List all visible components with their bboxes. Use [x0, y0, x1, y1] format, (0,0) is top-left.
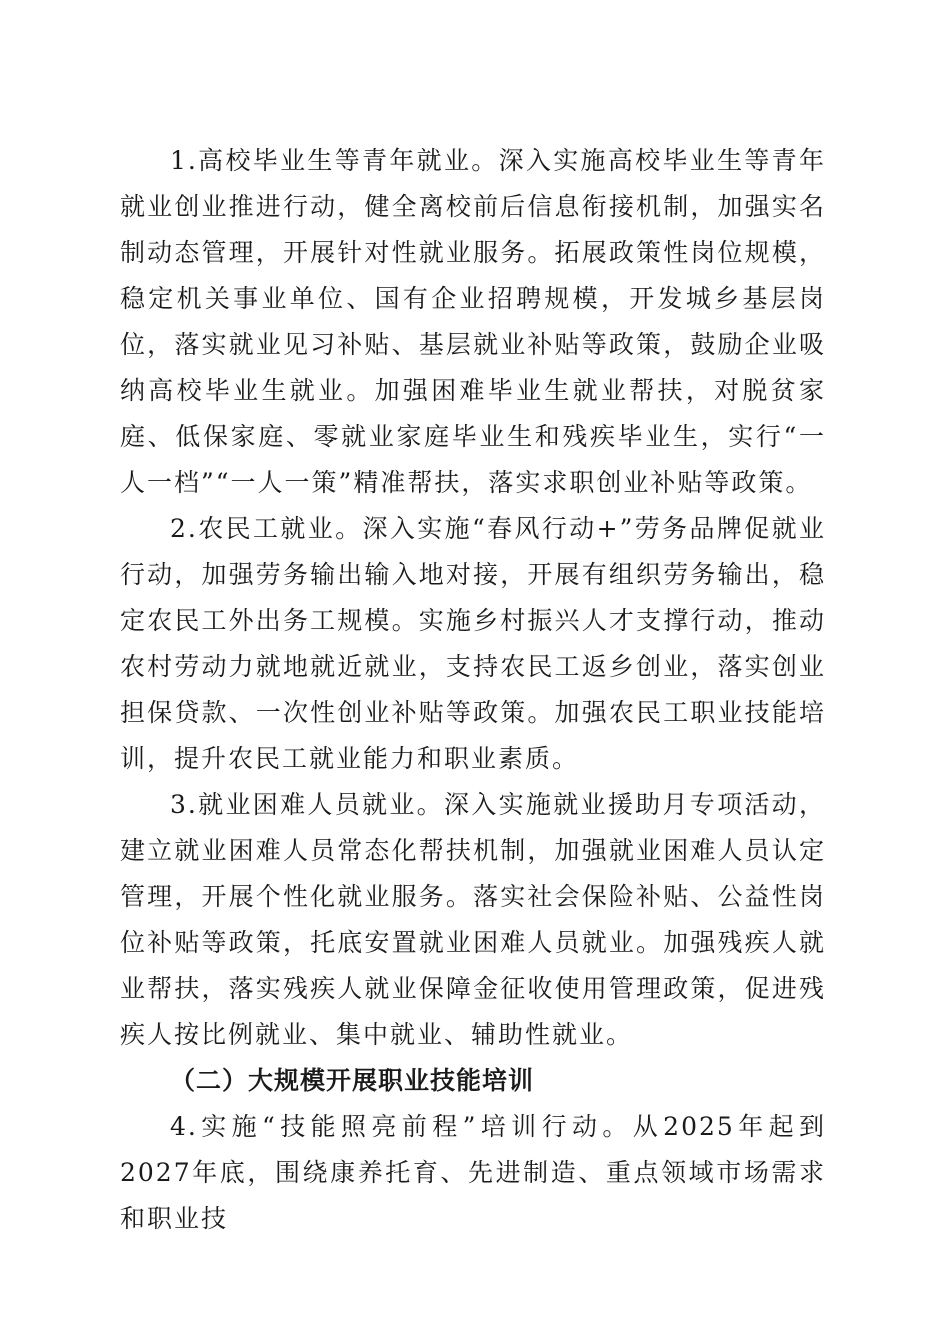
paragraph-migrant-workers: 2.农民工就业。深入实施“春风行动+”劳务品牌促就业行动，加强劳务输出输入地对接，开展有组织劳务输出，稳定农民工外出务工规模。实施乡村振兴人才支撑行动，推动农村劳动力就地就近就业，支持农民工返乡创业，落实创业担保贷款、一次性创业补贴等政策。加强农民工职业技能培训，提升农民工就业能力和职业素质。	[120, 514, 826, 773]
document-body	[120, 138, 826, 1242]
paragraph-hard-to-employ: 3.就业困难人员就业。深入实施就业援助月专项活动，建立就业困难人员常态化帮扶机制，加强就业困难人员认定管理，开展个性化就业服务。落实社会保险补贴、公益性岗位补贴等政策，托底安置就业困难人员就业。加强残疾人就业帮扶，落实残疾人就业保障金征收使用管理政策，促进残疾人按比例就业、集中就业、辅助性就业。	[120, 790, 826, 1049]
section-heading: （二）大规模开展职业技能培训	[170, 1066, 535, 1095]
paragraph-skills-training: 4.实施“技能照亮前程”培训行动。从2025年起到2027年底，围绕康养托育、先进制造、重点领域市场需求和职业技	[120, 1112, 826, 1233]
paragraph-youth-employment: 1.高校毕业生等青年就业。深入实施高校毕业生等青年就业创业推进行动，健全离校前后信息衔接机制，加强实名制动态管理，开展针对性就业服务。拓展政策性岗位规模，稳定机关事业单位、国有企业招聘规模，开发城乡基层岗位，落实就业见习补贴、基层就业补贴等政策，鼓励企业吸纳高校毕业生就业。加强困难毕业生就业帮扶，对脱贫家庭、低保家庭、零就业家庭毕业生和残疾毕业生，实行“一人一档”“一人一策”精准帮扶，落实求职创业补贴等政策。	[120, 146, 826, 497]
